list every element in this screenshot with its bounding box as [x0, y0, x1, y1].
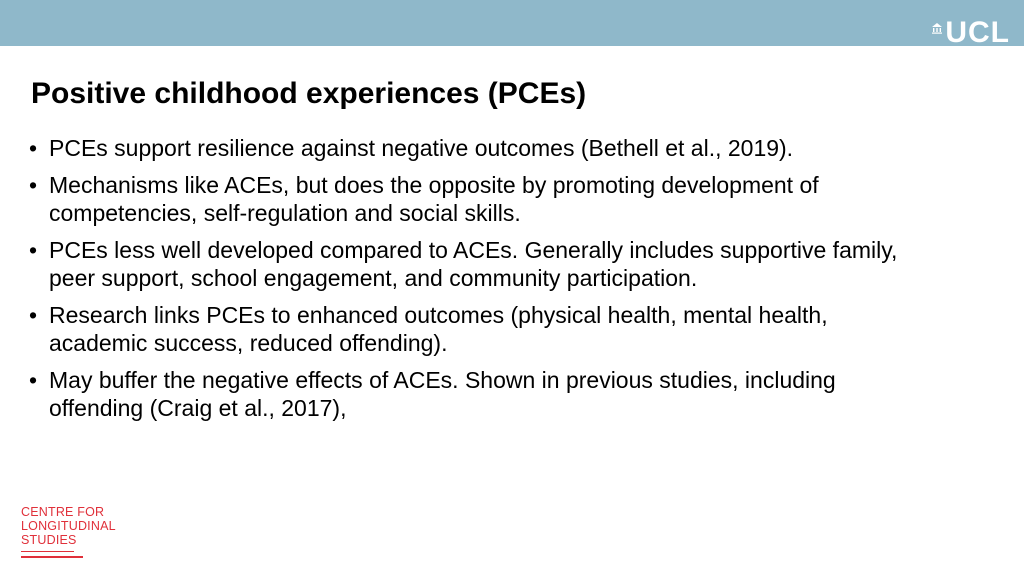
bullet-text: Research links PCEs to enhanced outcomes (physical health, mental health, academic success, reduced offending).: [49, 302, 828, 356]
ucl-logo: [931, 18, 1010, 48]
bullet-dot: •: [29, 302, 38, 328]
bullet-text: Mechanisms like ACEs, but does the opposite by promoting development of competencies, self-regulation and social skills.: [49, 172, 819, 226]
cls-logo: [21, 505, 116, 562]
ucl-logo-text: UCL: [945, 16, 1010, 49]
cls-logo-rules: [21, 551, 116, 558]
bullet-item: [29, 301, 929, 357]
bullet-item: [29, 134, 929, 162]
bullet-dot: •: [29, 237, 38, 263]
header-band: [0, 0, 1024, 49]
bullet-dot: •: [29, 172, 38, 198]
bullet-dot: •: [29, 135, 38, 161]
cls-logo-line: CENTRE FOR: [21, 505, 105, 519]
bullet-text: PCEs less well developed compared to ACEs. Generally includes supportive family, peer support, school engagement, and community participation.: [49, 237, 898, 291]
slide-title: Positive childhood experiences (PCEs): [31, 77, 587, 110]
cls-logo-rule: [21, 556, 83, 557]
bullet-text: PCEs support resilience against negative outcomes (Bethell et al., 2019).: [49, 135, 794, 161]
bullet-list: [29, 134, 929, 431]
cls-logo-rule: [21, 551, 74, 552]
portico-icon: [931, 22, 943, 34]
cls-logo-line: LONGITUDINAL: [21, 519, 116, 533]
bullet-item: [29, 171, 929, 227]
bullet-item: [29, 236, 929, 292]
cls-logo-line: STUDIES: [21, 533, 77, 547]
bullet-item: [29, 366, 929, 422]
bullet-text: May buffer the negative effects of ACEs. Shown in previous studies, including offending (Craig et al., 2017),: [49, 367, 836, 421]
bullet-dot: •: [29, 367, 38, 393]
